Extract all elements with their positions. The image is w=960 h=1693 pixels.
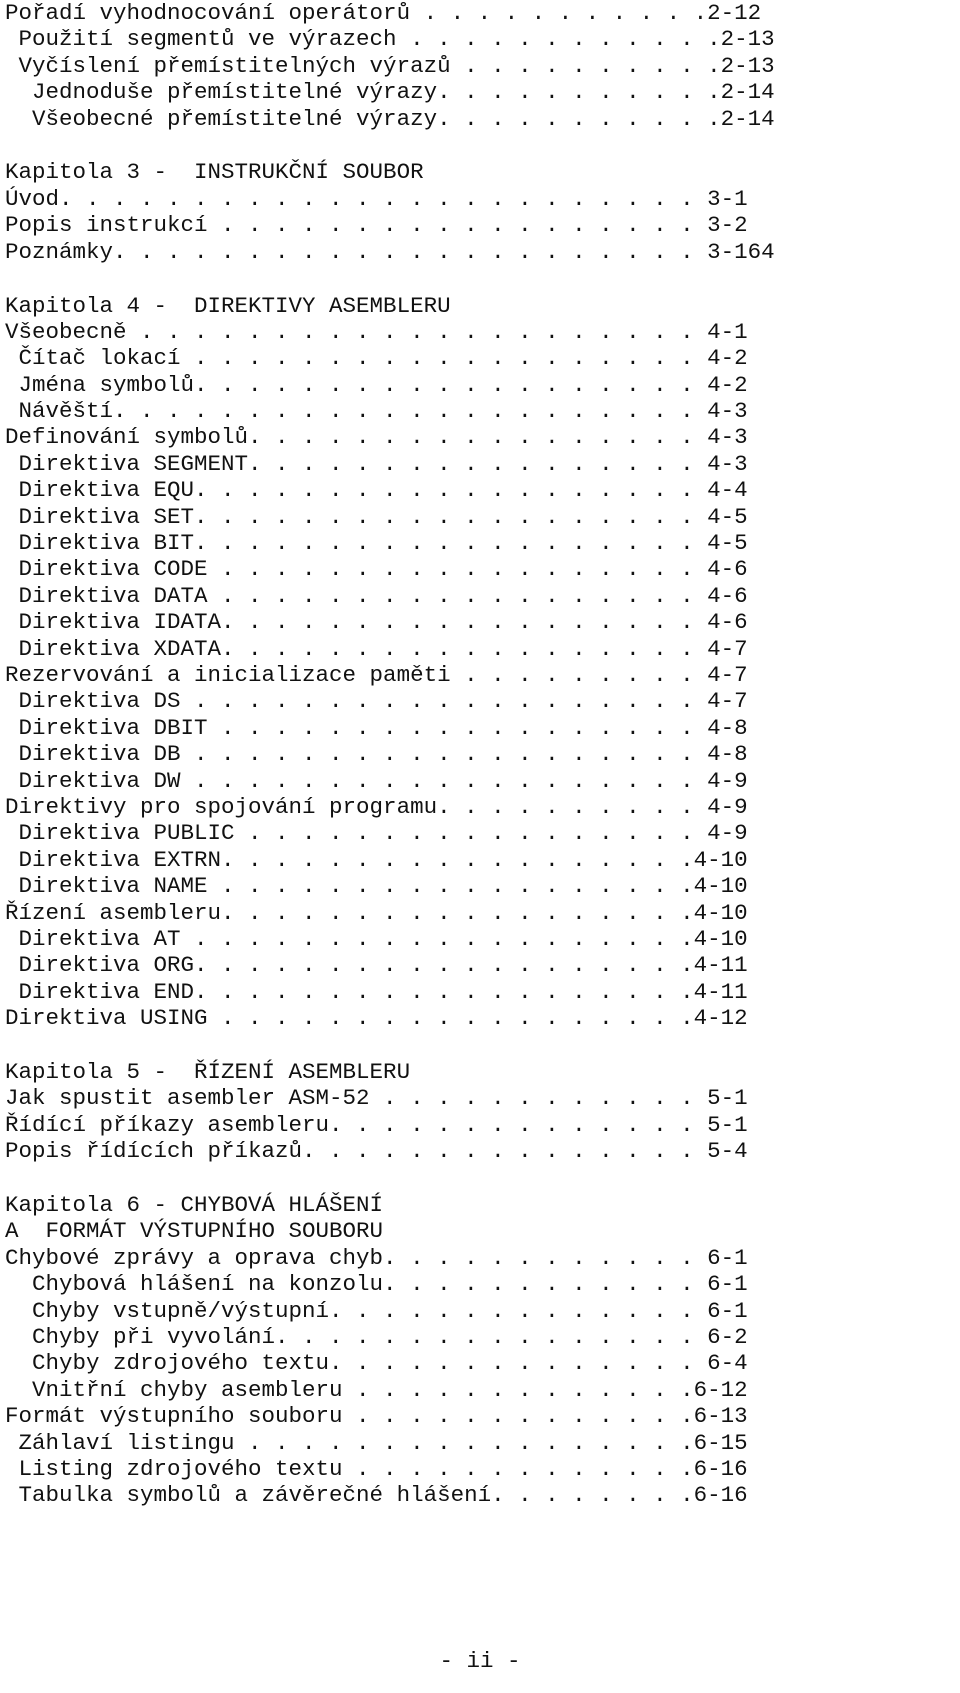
toc-section	[5, 293, 955, 1032]
chapter-heading: Kapitola 6 - CHYBOVÁ HLÁŠENÍ	[5, 1192, 384, 1219]
toc-entry: Řídící příkazy asembleru. . . . . . . . . . . . . . 5-1	[5, 1111, 748, 1138]
toc-entry: Vyčíslení přemístitelných výrazů . . . . . . . . . .2-13	[5, 52, 775, 79]
toc-entry: Řízení asembleru. . . . . . . . . . . . . . . . . .4-10	[5, 899, 748, 926]
toc-entry: Chybové zprávy a oprava chyb. . . . . . . . . . . . 6-1	[5, 1244, 748, 1271]
toc-entry: Direktiva XDATA. . . . . . . . . . . . . . . . . . 4-7	[5, 635, 748, 662]
section-gap	[5, 1031, 955, 1059]
chapter-heading: A FORMÁT VÝSTUPNÍHO SOUBORU	[5, 1218, 384, 1245]
toc-entry: Definování symbolů. . . . . . . . . . . . . . . . . 4-3	[5, 424, 748, 451]
toc-entry: Jak spustit asembler ASM-52 . . . . . . . . . . . . 5-1	[5, 1085, 748, 1112]
section-gap	[5, 132, 955, 160]
toc-entry: Tabulka symbolů a závěrečné hlášení. . . . . . . .6-16	[5, 1482, 748, 1509]
toc-entry: Direktiva IDATA. . . . . . . . . . . . . . . . . . 4-6	[5, 609, 748, 636]
page-number: - ii -	[439, 1648, 521, 1674]
toc-entry: Popis řídících příkazů. . . . . . . . . . . . . . . 5-4	[5, 1138, 748, 1165]
chapter-heading: Kapitola 3 - INSTRUKČNÍ SOUBOR	[5, 159, 424, 186]
toc-entry: Chyby při vyvolání. . . . . . . . . . . . . . . . 6-2	[5, 1323, 748, 1350]
toc-entry: Direktiva END. . . . . . . . . . . . . . . . . . .4-11	[5, 978, 748, 1005]
toc-entry: Direktiva SET. . . . . . . . . . . . . . . . . . . 4-5	[5, 503, 748, 530]
toc-entry: Direktiva DW . . . . . . . . . . . . . . . . . . . 4-9	[5, 767, 748, 794]
toc-entry: Záhlaví listingu . . . . . . . . . . . . . . . . .6-15	[5, 1429, 748, 1456]
toc-entry: Čítač lokací . . . . . . . . . . . . . . . . . . . 4-2	[5, 345, 748, 372]
toc-entry: Chybová hlášení na konzolu. . . . . . . . . . . . 6-1	[5, 1271, 748, 1298]
toc-entry: Direktiva EQU. . . . . . . . . . . . . . . . . . . 4-4	[5, 477, 748, 504]
toc-entry: Direktiva DBIT . . . . . . . . . . . . . . . . . . 4-8	[5, 714, 748, 741]
toc-entry: Návěští. . . . . . . . . . . . . . . . . . . . . . 4-3	[5, 398, 748, 425]
toc-entry: Direktiva DS . . . . . . . . . . . . . . . . . . . 4-7	[5, 688, 748, 715]
toc-entry: Rezervování a inicializace paměti . . . . . . . . . 4-7	[5, 661, 748, 688]
toc-entry: Jména symbolů. . . . . . . . . . . . . . . . . . . 4-2	[5, 371, 748, 398]
toc-entry: Direktiva NAME . . . . . . . . . . . . . . . . . .4-10	[5, 873, 748, 900]
toc-entry: Použití segmentů ve výrazech . . . . . . . . . . . .2-13	[5, 26, 775, 53]
toc-section	[5, 0, 955, 132]
toc-entry: Vnitřní chyby asembleru . . . . . . . . . . . . .6-12	[5, 1376, 748, 1403]
toc-entry: Direktiva ORG. . . . . . . . . . . . . . . . . . .4-11	[5, 952, 748, 979]
toc-entry: Pořadí vyhodnocování operátorů . . . . . . . . . . .2-12	[5, 0, 762, 26]
toc-entry: Chyby zdrojového textu. . . . . . . . . . . . . . 6-4	[5, 1350, 748, 1377]
toc-entry: Popis instrukcí . . . . . . . . . . . . . . . . . . 3-2	[5, 212, 748, 239]
toc-entry: Direktiva EXTRN. . . . . . . . . . . . . . . . . .4-10	[5, 846, 748, 873]
toc-entry: Direktiva PUBLIC . . . . . . . . . . . . . . . . . 4-9	[5, 820, 748, 847]
toc-entry: Úvod. . . . . . . . . . . . . . . . . . . . . . . . 3-1	[5, 185, 748, 212]
toc-section	[5, 159, 955, 265]
toc-entry: Poznámky. . . . . . . . . . . . . . . . . . . . . . 3-164	[5, 238, 775, 265]
section-gap	[5, 1165, 955, 1193]
toc-entry: Direktiva SEGMENT. . . . . . . . . . . . . . . . . 4-3	[5, 450, 748, 477]
toc-entry: Direktiva AT . . . . . . . . . . . . . . . . . . .4-10	[5, 925, 748, 952]
toc-entry: Direktivy pro spojování programu. . . . . . . . . . 4-9	[5, 793, 748, 820]
chapter-heading: Kapitola 5 - ŘÍZENÍ ASEMBLERU	[5, 1058, 411, 1085]
toc-entry: Direktiva CODE . . . . . . . . . . . . . . . . . . 4-6	[5, 556, 748, 583]
toc-entry: Direktiva DATA . . . . . . . . . . . . . . . . . . 4-6	[5, 582, 748, 609]
toc-entry: Formát výstupního souboru . . . . . . . . . . . . .6-13	[5, 1403, 748, 1430]
toc-entry: Všeobecně . . . . . . . . . . . . . . . . . . . . . 4-1	[5, 318, 748, 345]
toc-entry: Jednoduše přemístitelné výrazy. . . . . . . . . . .2-14	[5, 79, 775, 106]
table-of-contents	[5, 0, 955, 1509]
toc-entry: Chyby vstupně/výstupní. . . . . . . . . . . . . . 6-1	[5, 1297, 748, 1324]
toc-entry: Direktiva BIT. . . . . . . . . . . . . . . . . . . 4-5	[5, 530, 748, 557]
toc-entry: Direktiva DB . . . . . . . . . . . . . . . . . . . 4-8	[5, 741, 748, 768]
section-gap	[5, 265, 955, 293]
chapter-heading: Kapitola 4 - DIREKTIVY ASEMBLERU	[5, 292, 451, 319]
toc-section	[5, 1059, 955, 1165]
toc-section	[5, 1192, 955, 1509]
toc-entry: Listing zdrojového textu . . . . . . . . . . . . .6-16	[5, 1455, 748, 1482]
toc-entry: Všeobecné přemístitelné výrazy. . . . . . . . . . .2-14	[5, 105, 775, 132]
toc-entry: Direktiva USING . . . . . . . . . . . . . . . . . .4-12	[5, 1005, 748, 1032]
